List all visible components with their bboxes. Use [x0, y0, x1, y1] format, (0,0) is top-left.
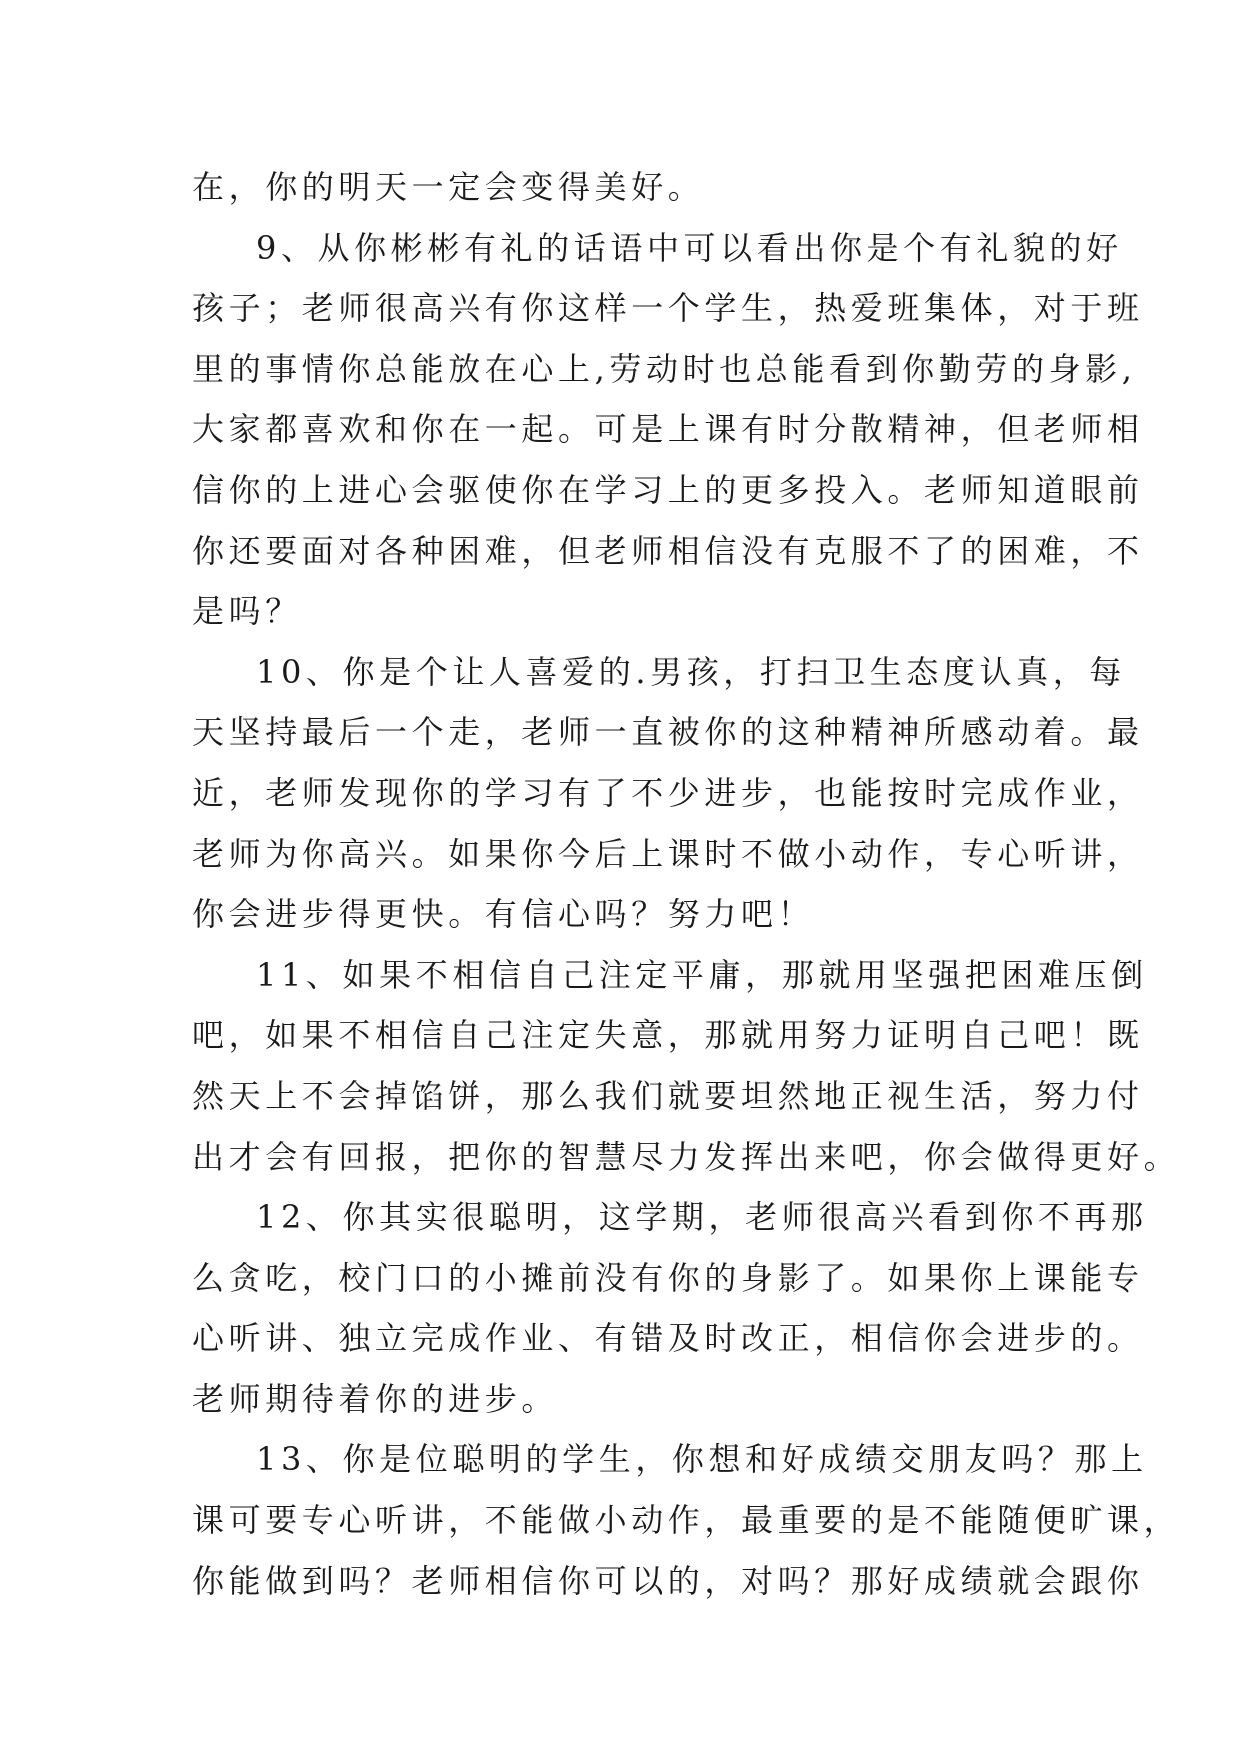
- text-line: 10、你是个让人喜爱的.男孩，打扫卫生态度认真，每: [256, 652, 1126, 691]
- text-line: 你能做到吗？老师相信你可以的，对吗？那好成绩就会跟你: [192, 1561, 1144, 1600]
- text-line: 么贪吃，校门口的小摊前没有你的身影了。如果你上课能专: [192, 1258, 1144, 1297]
- text-line: 心听讲、独立完成作业、有错及时改正，相信你会进步的。: [192, 1319, 1144, 1358]
- text-line: 课可要专心听讲，不能做小动作，最重要的是不能随便旷课，: [192, 1501, 1181, 1540]
- text-line: 吧，如果不相信自己注定失意，那就用努力证明自己吧！既: [192, 1016, 1144, 1055]
- text-line: 老师为你高兴。如果你今后上课时不做小动作，专心听讲，: [192, 834, 1144, 873]
- paragraph-comment-12: [192, 1187, 1148, 1429]
- paragraph-comment-10: [192, 642, 1144, 945]
- text-line: 是吗？: [192, 592, 302, 631]
- text-line: 12、你其实很聪明，这学期，老师很高兴看到你不再那: [256, 1198, 1148, 1237]
- text-line: 在，你的明天一定会变得美好。: [192, 168, 705, 206]
- text-line: 里的事情你总能放在心上,劳动时也总能看到你勤劳的身影,: [192, 349, 1137, 388]
- text-line: 天坚持最后一个走，老师一直被你的这种精神所感动着。最: [192, 713, 1144, 752]
- text-line: 你还要面对各种困难，但老师相信没有克服不了的困难，不: [192, 531, 1144, 570]
- text-line: 你会进步得更快。有信心吗？努力吧！: [192, 895, 815, 934]
- text-line: 13、你是位聪明的学生，你想和好成绩交朋友吗？那上: [256, 1440, 1148, 1479]
- paragraph-comment-9: [192, 218, 1144, 642]
- document-page: [192, 157, 1181, 1611]
- text-line: 9、从你彬彬有礼的话语中可以看出你是个有礼貌的好: [256, 228, 1123, 267]
- text-line: 然天上不会掉馅饼，那么我们就要坦然地正视生活，努力付: [192, 1076, 1144, 1115]
- paragraph-continuation: [192, 157, 1048, 218]
- text-line: 孩子；老师很高兴有你这样一个学生，热爱班集体，对于班: [192, 289, 1144, 328]
- paragraph-comment-13: [192, 1429, 1181, 1611]
- paragraph-comment-11: [192, 945, 1181, 1187]
- text-line: 信你的上进心会驱使你在学习上的更多投入。老师知道眼前: [192, 470, 1144, 509]
- text-line: 近，老师发现你的学习有了不少进步，也能按时完成作业，: [192, 773, 1144, 812]
- text-line: 大家都喜欢和你在一起。可是上课有时分散精神，但老师相: [192, 410, 1144, 449]
- text-line: 出才会有回报，把你的智慧尽力发挥出来吧，你会做得更好。: [192, 1137, 1181, 1176]
- text-line: 老师期待着你的进步。: [192, 1379, 559, 1418]
- text-line: 11、如果不相信自己注定平庸，那就用坚强把困难压倒: [256, 955, 1148, 994]
